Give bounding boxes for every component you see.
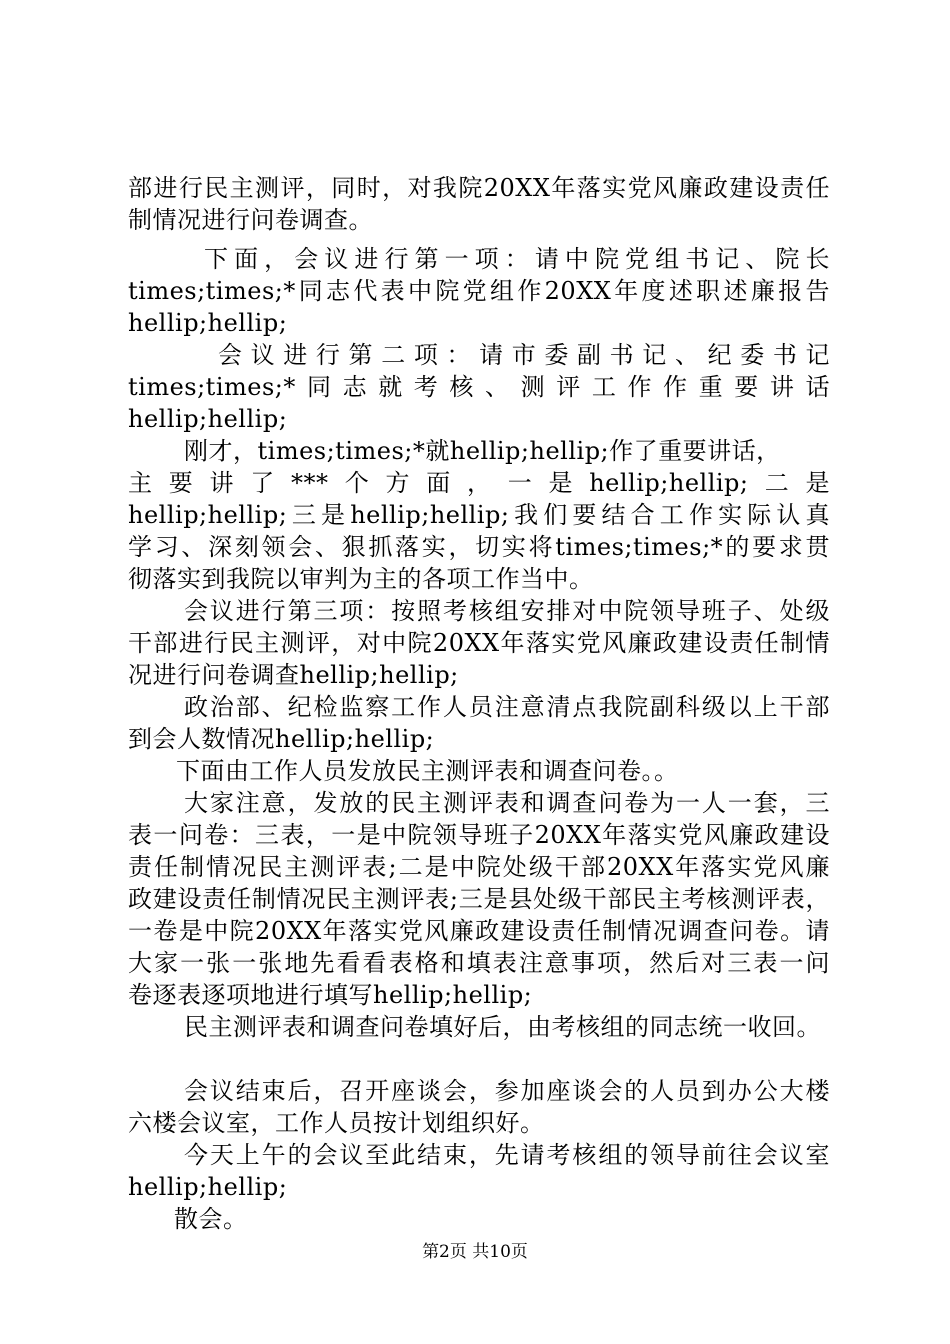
text-line: 刚才，times;times;*就hellip;hellip;作了重要讲话，: [184, 437, 781, 465]
text-line: 表一问卷：三表，一是中院领导班子20XX年落实党风廉政建设: [128, 821, 830, 849]
text-line: 会议进行第二项：请市委副书记、纪委书记: [218, 341, 830, 369]
text-line: 政建设责任制情况民主测评表;三是县处级干部民主考核测评表，: [128, 885, 830, 913]
text-line: 民主测评表和调查问卷填好后，由考核组的同志统一收回。: [184, 1013, 821, 1041]
text-line: 干部进行民主测评，对中院20XX年落实党风廉政建设责任制情: [128, 629, 830, 657]
text-line: 政治部、纪检监察工作人员注意清点我院副科级以上干部: [184, 693, 830, 721]
text-line: 学习、深刻领会、狠抓落实，切实将times;times;*的要求贯: [128, 533, 830, 561]
text-line: 况进行问卷调查hellip;hellip;: [128, 661, 459, 689]
text-line: 部进行民主测评，同时，对我院20XX年落实党风廉政建设责任: [128, 174, 830, 202]
text-line: hellip;hellip;: [128, 309, 288, 337]
text-line: 责任制情况民主测评表;二是中院处级干部20XX年落实党风廉: [128, 853, 830, 881]
text-line: 大家注意，发放的民主测评表和调查问卷为一人一套，三: [184, 789, 830, 817]
text-line: 今天上午的会议至此结束，先请考核组的领导前往会议室: [184, 1141, 830, 1169]
text-line: 彻落实到我院以审判为主的各项工作当中。: [128, 565, 594, 593]
text-line: 一卷是中院20XX年落实党风廉政建设责任制情况调查问卷。请: [128, 917, 830, 945]
text-line: 到会人数情况hellip;hellip;: [128, 725, 435, 753]
text-line: 会议进行第三项：按照考核组安排对中院领导班子、处级: [184, 597, 830, 625]
text-line: 制情况进行问卷调查。: [128, 206, 373, 234]
text-line: hellip;hellip;: [128, 405, 288, 433]
text-line: times;times;*同志代表中院党组作20XX年度述职述廉报告: [128, 277, 830, 305]
text-line: 卷逐表逐项地进行填写hellip;hellip;: [128, 981, 533, 1009]
text-line: 下面由工作人员发放民主测评表和调查问卷。。: [176, 757, 679, 785]
text-line: 六楼会议室，工作人员按计划组织好。: [128, 1109, 545, 1137]
page-footer: 第2页 共10页: [422, 1242, 528, 1262]
text-line: times;times;*同志就考核、测评工作作重要讲话: [128, 373, 830, 401]
text-line: hellip;hellip;: [128, 1173, 288, 1201]
text-line: hellip;hellip;三是hellip;hellip;我们要结合工作实际认真: [128, 501, 830, 529]
text-line: [128, 1043, 830, 1075]
text-line: 散会。: [174, 1205, 248, 1233]
text-line: 大家一张一张地先看看表格和填表注意事项，然后对三表一问: [128, 949, 830, 977]
text-line: 主要讲了***个方面，一是hellip;hellip;二是: [128, 469, 830, 497]
text-line: 下面，会议进行第一项：请中院党组书记、院长: [204, 245, 830, 273]
text-line: 会议结束后，召开座谈会，参加座谈会的人员到办公大楼: [184, 1077, 830, 1105]
